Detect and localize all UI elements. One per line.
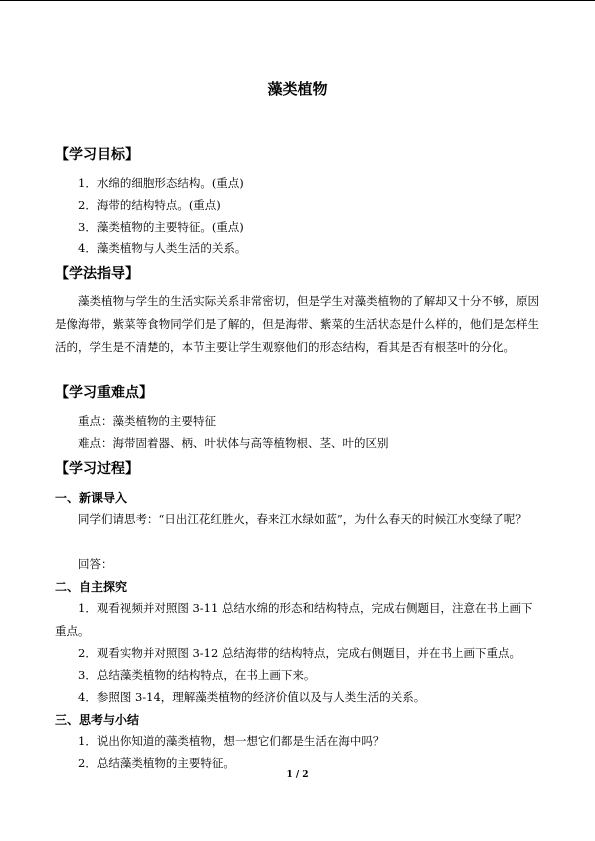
goal-item: 1．水绵的细胞形态结构。(重点) bbox=[78, 176, 244, 190]
explore-item: 1．观看视频并对照图 3-11 总结水绵的形态和结构特点，完成右侧题目，注意在书上画下重点。 bbox=[55, 601, 533, 638]
heading-method: 【学法指导】 bbox=[55, 266, 139, 282]
explore-item: 3．总结藻类植物的结构特点，在书上画下来。 bbox=[78, 668, 316, 682]
explore-item: 2．观看实物并对照图 3-12 总结海带的结构特点，完成右侧题目，并在书上画下重点。 bbox=[78, 646, 521, 660]
subheading-explore: 二、自主探究 bbox=[55, 580, 128, 594]
subheading-summary: 三、思考与小结 bbox=[55, 713, 140, 727]
heading-goals: 【学习目标】 bbox=[55, 147, 139, 163]
heading-key-points: 【学习重难点】 bbox=[55, 385, 153, 401]
goal-item: 3．藻类植物的主要特征。(重点) bbox=[78, 220, 244, 234]
intro-answer: 回答： bbox=[78, 557, 113, 571]
top-border bbox=[0, 0, 595, 1]
key-difficulty: 难点：海带固着器、柄、叶状体与高等植物根、茎、叶的区别 bbox=[78, 436, 389, 450]
method-paragraph: 藻类植物与学生的生活实际关系非常密切，但是学生对藻类植物的了解却又十分不够，原因是像海带，紫菜等食物同学们是了解的，但是海带、紫菜的生活状态是什么样的，他们是怎样生活的，学生是不清楚的，本节主要让学生观察他们的形态结构，看其是否有根茎叶的分化。 bbox=[55, 294, 539, 354]
explore-item: 4．参照图 3-14，理解藻类植物的经济价值以及与人类生活的关系。 bbox=[78, 690, 426, 704]
subheading-intro: 一、新课导入 bbox=[55, 491, 128, 505]
goal-item: 2．海带的结构特点。(重点) bbox=[78, 198, 221, 212]
summary-item: 1．说出你知道的藻类植物，想一想它们都是生活在海中吗？ bbox=[78, 734, 385, 748]
intro-question: 同学们请思考：“日出江花红胜火，春来江水绿如蓝”，为什么春天的时候江水变绿了呢？ bbox=[78, 512, 527, 526]
page-title: 藻类植物 bbox=[267, 80, 328, 98]
heading-process: 【学习过程】 bbox=[55, 461, 139, 477]
goal-item: 4．藻类植物与人类生活的关系。 bbox=[78, 241, 247, 255]
page-number: 1 / 2 bbox=[286, 770, 309, 780]
key-focus: 重点：藻类植物的主要特征 bbox=[78, 414, 216, 428]
summary-item: 2．总结藻类植物的主要特征。 bbox=[78, 756, 235, 770]
